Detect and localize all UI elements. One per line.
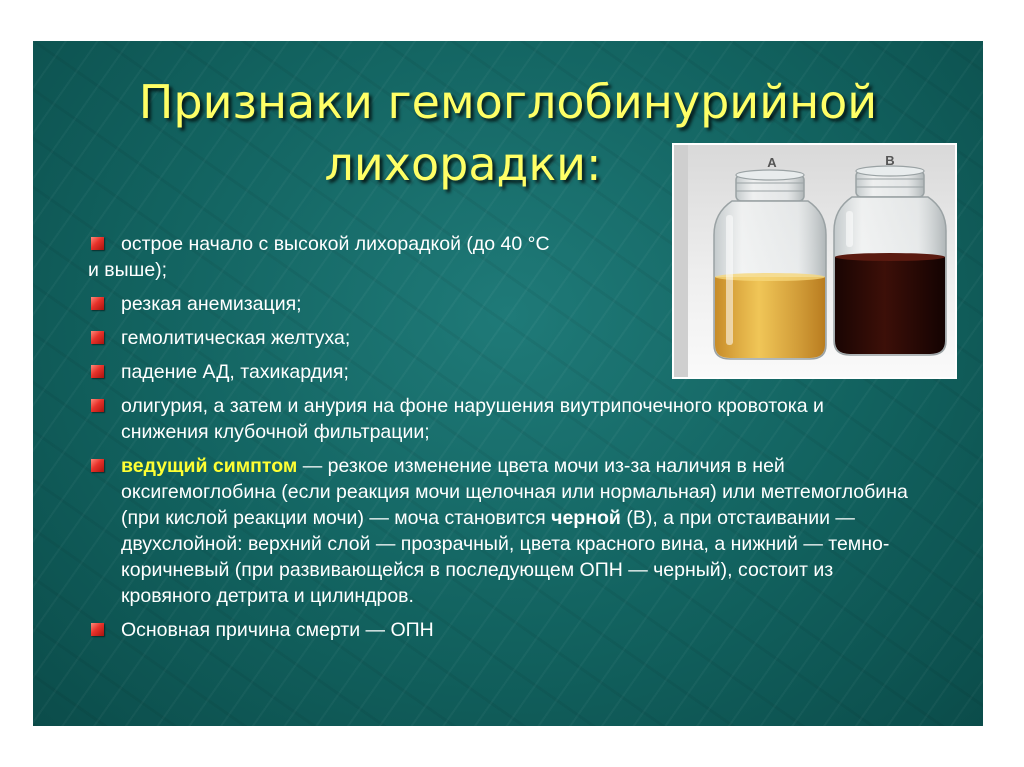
- bullet-marker: [91, 459, 104, 472]
- list-item: [88, 359, 928, 385]
- leading-symptom-label: ведущий симптом: [121, 455, 298, 477]
- bullet-marker: [91, 365, 104, 378]
- black-urine-label: черной: [551, 507, 621, 529]
- bullet-6-text-part-1: — резкое изменение цвета мочи из-за наличия в ней оксигемоглобина (если реакция мочи щелочная или нормальная) или метгемоглобина (при кислой реакции мочи) — моча становится: [121, 455, 908, 529]
- jar-a-label: A: [767, 155, 777, 170]
- list-item: [88, 453, 928, 609]
- title-line-2: лихорадки:: [324, 137, 602, 191]
- bullet-marker: [91, 297, 104, 310]
- list-item: [88, 291, 928, 317]
- slide: [33, 41, 983, 726]
- bullet-marker: [91, 331, 104, 344]
- list-item: [88, 617, 928, 643]
- bullet-marker: [91, 623, 104, 636]
- bullet-4-text: падение АД, тахикардия;: [121, 361, 349, 383]
- jar-b-label: B: [885, 153, 895, 168]
- list-item: [88, 325, 928, 351]
- bullet-6-text-part-2: (В), а при отстаивании — двухслойной: верхний слой — прозрачный, цвета красного вина, а нижний — темно-коричневый (при развивающейся в последующем ОПН — черный), состоит из кровяного детрита и цилиндров.: [121, 507, 890, 607]
- bullet-marker: [91, 237, 104, 250]
- title-line-1: Признаки гемоглобинурийной: [138, 75, 878, 129]
- symptom-list: [88, 231, 928, 651]
- list-item: [88, 231, 928, 283]
- bullet-3-text: гемолитическая желтуха;: [121, 327, 351, 349]
- bullet-marker: [91, 399, 104, 412]
- bullet-7-text: Основная причина смерти — ОПН: [121, 619, 434, 641]
- bullet-1-line-2: и выше);: [88, 259, 168, 281]
- bullet-5-text: олигурия, а затем и анурия на фоне нарушения виутрипочечного кровотока и снижения клубочной фильтрации;: [121, 395, 824, 443]
- bullet-1-line-1: острое начало с высокой лихорадкой (до 40 °С: [121, 233, 550, 255]
- bullet-2-text: резкая анемизация;: [121, 293, 302, 315]
- list-item: [88, 393, 928, 445]
